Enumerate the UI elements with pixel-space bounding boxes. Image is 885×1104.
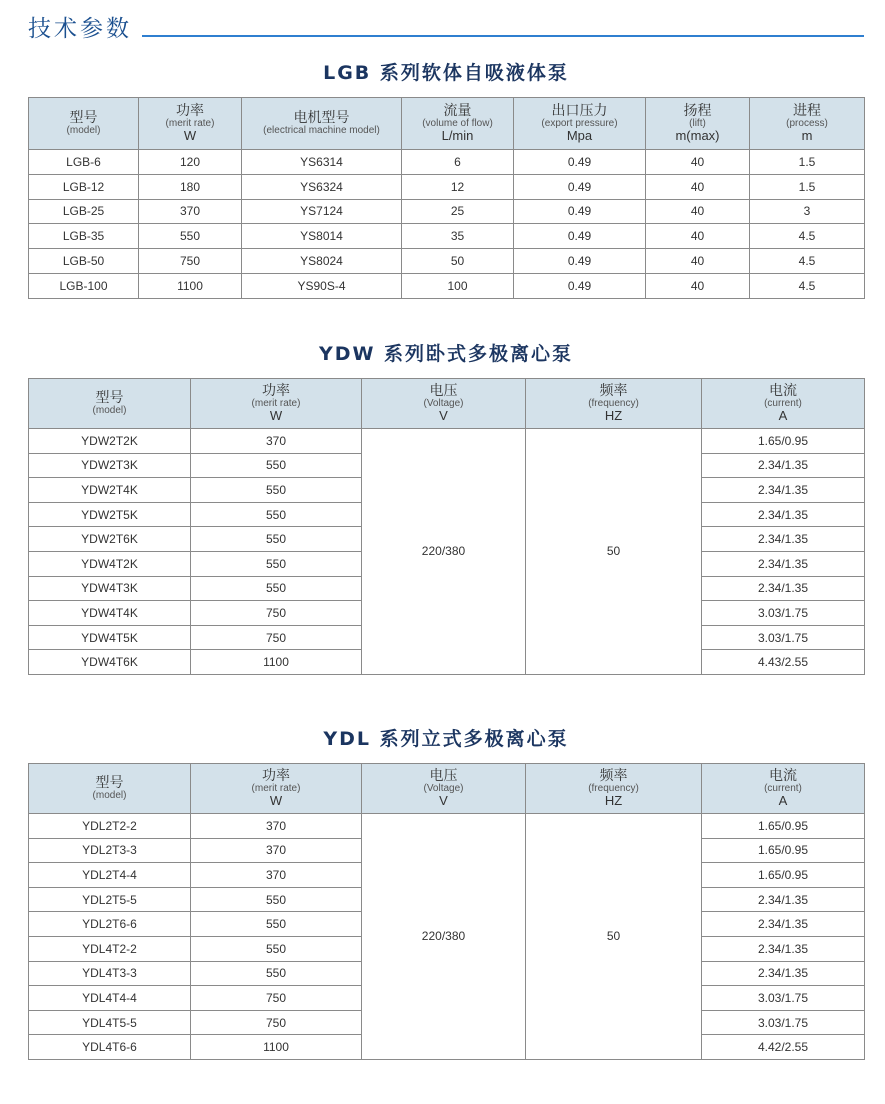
header-label-en: (frequency): [588, 397, 639, 409]
model-cell: YDW4T2K: [29, 551, 191, 576]
power-cell: 550: [191, 551, 362, 576]
table-cell: 3: [750, 199, 865, 224]
header-label-cn: 电压: [429, 768, 458, 785]
header-label-en: (export pressure): [541, 117, 618, 129]
model-cell: YDW4T4K: [29, 601, 191, 626]
header-label-cn: 功率: [176, 103, 204, 120]
table-cell: LGB-100: [29, 273, 139, 298]
ydl-spec-table: [28, 763, 865, 1060]
table-cell: 40: [646, 273, 750, 298]
table-cell: LGB-50: [29, 249, 139, 274]
voltage-cell: 220/380: [362, 429, 526, 675]
table-row: [29, 224, 865, 249]
power-cell: 370: [191, 814, 362, 839]
column-header: [139, 98, 242, 150]
column-header: [702, 379, 865, 429]
header-label-cn: 型号: [95, 774, 124, 791]
column-header: [750, 98, 865, 150]
table-cell: 0.49: [514, 150, 646, 175]
model-cell: YDL2T6-6: [29, 912, 191, 937]
model-cell: YDW2T5K: [29, 502, 191, 527]
heading-rule: [142, 35, 864, 37]
table-cell: 40: [646, 199, 750, 224]
table-cell: 50: [402, 249, 514, 274]
header-label-cn: 电流: [769, 768, 797, 785]
model-cell: YDL2T4-4: [29, 863, 191, 888]
column-header: [29, 764, 191, 814]
column-header: [526, 379, 702, 429]
power-cell: 750: [191, 625, 362, 650]
model-cell: YDL4T3-3: [29, 961, 191, 986]
header-label-en: (Voltage): [423, 782, 464, 794]
header-unit: Mpa: [566, 128, 593, 144]
header-unit: W: [269, 408, 283, 424]
model-cell: YDL2T5-5: [29, 887, 191, 912]
table-cell: 1.5: [750, 174, 865, 199]
header-row: [29, 98, 865, 150]
table-row: [29, 429, 865, 454]
power-cell: 550: [191, 527, 362, 552]
model-cell: YDW4T3K: [29, 576, 191, 601]
table-cell: 12: [402, 174, 514, 199]
model-cell: YDL4T4-4: [29, 986, 191, 1011]
current-cell: 3.03/1.75: [702, 625, 865, 650]
table-cell: 0.49: [514, 249, 646, 274]
column-header: [242, 98, 402, 150]
header-label-cn: 电流: [769, 383, 797, 400]
header-label-cn: 电机型号: [293, 109, 350, 126]
table-row: [29, 150, 865, 175]
frequency-cell: 50: [526, 429, 702, 675]
current-cell: 4.42/2.55: [702, 1035, 865, 1060]
table-cell: 4.5: [750, 273, 865, 298]
table-cell: YS90S-4: [242, 273, 402, 298]
current-cell: 2.34/1.35: [702, 961, 865, 986]
power-cell: 550: [191, 502, 362, 527]
table-cell: 4.5: [750, 224, 865, 249]
power-cell: 1100: [191, 650, 362, 675]
header-unit: A: [778, 793, 788, 809]
table-cell: 6: [402, 150, 514, 175]
table-cell: 1100: [139, 273, 242, 298]
header-label-en: (model): [66, 124, 101, 136]
power-cell: 550: [191, 453, 362, 478]
current-cell: 1.65/0.95: [702, 814, 865, 839]
header-label-cn: 型号: [69, 109, 98, 126]
model-cell: YDL4T5-5: [29, 1010, 191, 1035]
table-cell: 1.5: [750, 150, 865, 175]
table-cell: 40: [646, 174, 750, 199]
header-label-en: (current): [764, 397, 802, 409]
page-header: [28, 14, 864, 44]
table-cell: YS8014: [242, 224, 402, 249]
header-label-cn: 频率: [599, 768, 628, 785]
header-unit: W: [183, 128, 197, 144]
table-cell: 0.49: [514, 199, 646, 224]
current-cell: 1.65/0.95: [702, 863, 865, 888]
table-cell: 370: [139, 199, 242, 224]
model-cell: YDL4T2-2: [29, 936, 191, 961]
current-cell: 2.34/1.35: [702, 527, 865, 552]
column-header: [191, 764, 362, 814]
current-cell: 3.03/1.75: [702, 1010, 865, 1035]
power-cell: 550: [191, 961, 362, 986]
power-cell: 550: [191, 887, 362, 912]
header-row: [29, 379, 865, 429]
header-label-en: (merit rate): [251, 782, 301, 794]
model-cell: YDL2T2-2: [29, 814, 191, 839]
header-label-en: (merit rate): [165, 117, 215, 129]
current-cell: 2.34/1.35: [702, 576, 865, 601]
header-unit: L/min: [441, 128, 474, 144]
header-label-en: (merit rate): [251, 397, 301, 409]
ydl-section-title: YDL 系列立式多极离心泵: [323, 728, 569, 750]
table-cell: 0.49: [514, 224, 646, 249]
header-row: [29, 764, 865, 814]
table-cell: 120: [139, 150, 242, 175]
header-label-cn: 功率: [262, 768, 290, 785]
model-cell: YDW4T6K: [29, 650, 191, 675]
current-cell: 3.03/1.75: [702, 601, 865, 626]
header-unit: W: [269, 793, 283, 809]
header-label-cn: 扬程: [683, 103, 712, 120]
model-cell: YDW2T6K: [29, 527, 191, 552]
current-cell: 2.34/1.35: [702, 912, 865, 937]
current-cell: 3.03/1.75: [702, 986, 865, 1011]
current-cell: 2.34/1.35: [702, 453, 865, 478]
power-cell: 550: [191, 936, 362, 961]
lgb-section-title: LGB 系列软体自吸液体泵: [323, 62, 569, 84]
table-cell: 180: [139, 174, 242, 199]
table-cell: 4.5: [750, 249, 865, 274]
table-cell: 35: [402, 224, 514, 249]
column-header: [646, 98, 750, 150]
model-cell: YDL4T6-6: [29, 1035, 191, 1060]
header-unit: m: [801, 128, 813, 144]
header-unit: HZ: [604, 408, 623, 424]
table-cell: YS6314: [242, 150, 402, 175]
current-cell: 2.34/1.35: [702, 936, 865, 961]
model-cell: YDL2T3-3: [29, 838, 191, 863]
current-cell: 1.65/0.95: [702, 429, 865, 454]
header-label-en: (electrical machine model): [263, 124, 380, 136]
power-cell: 370: [191, 429, 362, 454]
header-unit: HZ: [604, 793, 623, 809]
column-header: [29, 98, 139, 150]
ydw-spec-table: [28, 378, 865, 675]
header-label-en: (model): [92, 789, 127, 801]
column-header: [29, 379, 191, 429]
table-row: [29, 199, 865, 224]
table-row: [29, 273, 865, 298]
power-cell: 1100: [191, 1035, 362, 1060]
header-label-en: (current): [764, 782, 802, 794]
table-cell: LGB-12: [29, 174, 139, 199]
table-cell: LGB-35: [29, 224, 139, 249]
power-cell: 750: [191, 601, 362, 626]
table-cell: 100: [402, 273, 514, 298]
header-label-en: (process): [786, 117, 828, 129]
header-label-cn: 频率: [599, 383, 628, 400]
table-cell: 0.49: [514, 273, 646, 298]
header-label-cn: 进程: [793, 103, 821, 120]
header-label-en: (model): [92, 404, 127, 416]
table-cell: 550: [139, 224, 242, 249]
table-cell: 25: [402, 199, 514, 224]
power-cell: 370: [191, 838, 362, 863]
table-cell: 40: [646, 224, 750, 249]
page-heading: 技术参数: [28, 16, 132, 42]
header-label-en: (volume of flow): [422, 117, 493, 129]
table-cell: 40: [646, 150, 750, 175]
header-label-en: (lift): [689, 117, 706, 129]
header-label-en: (frequency): [588, 782, 639, 794]
table-cell: LGB-6: [29, 150, 139, 175]
table-row: [29, 814, 865, 839]
power-cell: 550: [191, 912, 362, 937]
header-unit: m(max): [675, 128, 720, 144]
header-label-cn: 电压: [429, 383, 458, 400]
header-unit: V: [439, 408, 448, 424]
current-cell: 4.43/2.55: [702, 650, 865, 675]
table-cell: YS7124: [242, 199, 402, 224]
header-label-cn: 流量: [443, 103, 472, 120]
column-header: [702, 764, 865, 814]
current-cell: 2.34/1.35: [702, 551, 865, 576]
power-cell: 370: [191, 863, 362, 888]
column-header: [362, 764, 526, 814]
current-cell: 2.34/1.35: [702, 478, 865, 503]
power-cell: 550: [191, 478, 362, 503]
current-cell: 2.34/1.35: [702, 887, 865, 912]
table-cell: 40: [646, 249, 750, 274]
column-header: [362, 379, 526, 429]
table-cell: 750: [139, 249, 242, 274]
table-cell: LGB-25: [29, 199, 139, 224]
frequency-cell: 50: [526, 814, 702, 1060]
power-cell: 550: [191, 576, 362, 601]
header-label-cn: 出口压力: [551, 103, 608, 120]
model-cell: YDW2T4K: [29, 478, 191, 503]
model-cell: YDW2T2K: [29, 429, 191, 454]
table-cell: YS8024: [242, 249, 402, 274]
table-cell: 0.49: [514, 174, 646, 199]
current-cell: 1.65/0.95: [702, 838, 865, 863]
ydw-section-title: YDW 系列卧式多极离心泵: [318, 343, 574, 365]
lgb-spec-table: [28, 97, 865, 299]
table-row: [29, 174, 865, 199]
model-cell: YDW2T3K: [29, 453, 191, 478]
column-header: [402, 98, 514, 150]
header-label-en: (Voltage): [423, 397, 464, 409]
column-header: [514, 98, 646, 150]
header-unit: V: [439, 793, 448, 809]
power-cell: 750: [191, 1010, 362, 1035]
column-header: [191, 379, 362, 429]
voltage-cell: 220/380: [362, 814, 526, 1060]
table-cell: YS6324: [242, 174, 402, 199]
power-cell: 750: [191, 986, 362, 1011]
current-cell: 2.34/1.35: [702, 502, 865, 527]
table-row: [29, 249, 865, 274]
header-label-cn: 功率: [262, 383, 290, 400]
model-cell: YDW4T5K: [29, 625, 191, 650]
column-header: [526, 764, 702, 814]
header-label-cn: 型号: [95, 389, 124, 406]
header-unit: A: [778, 408, 788, 424]
